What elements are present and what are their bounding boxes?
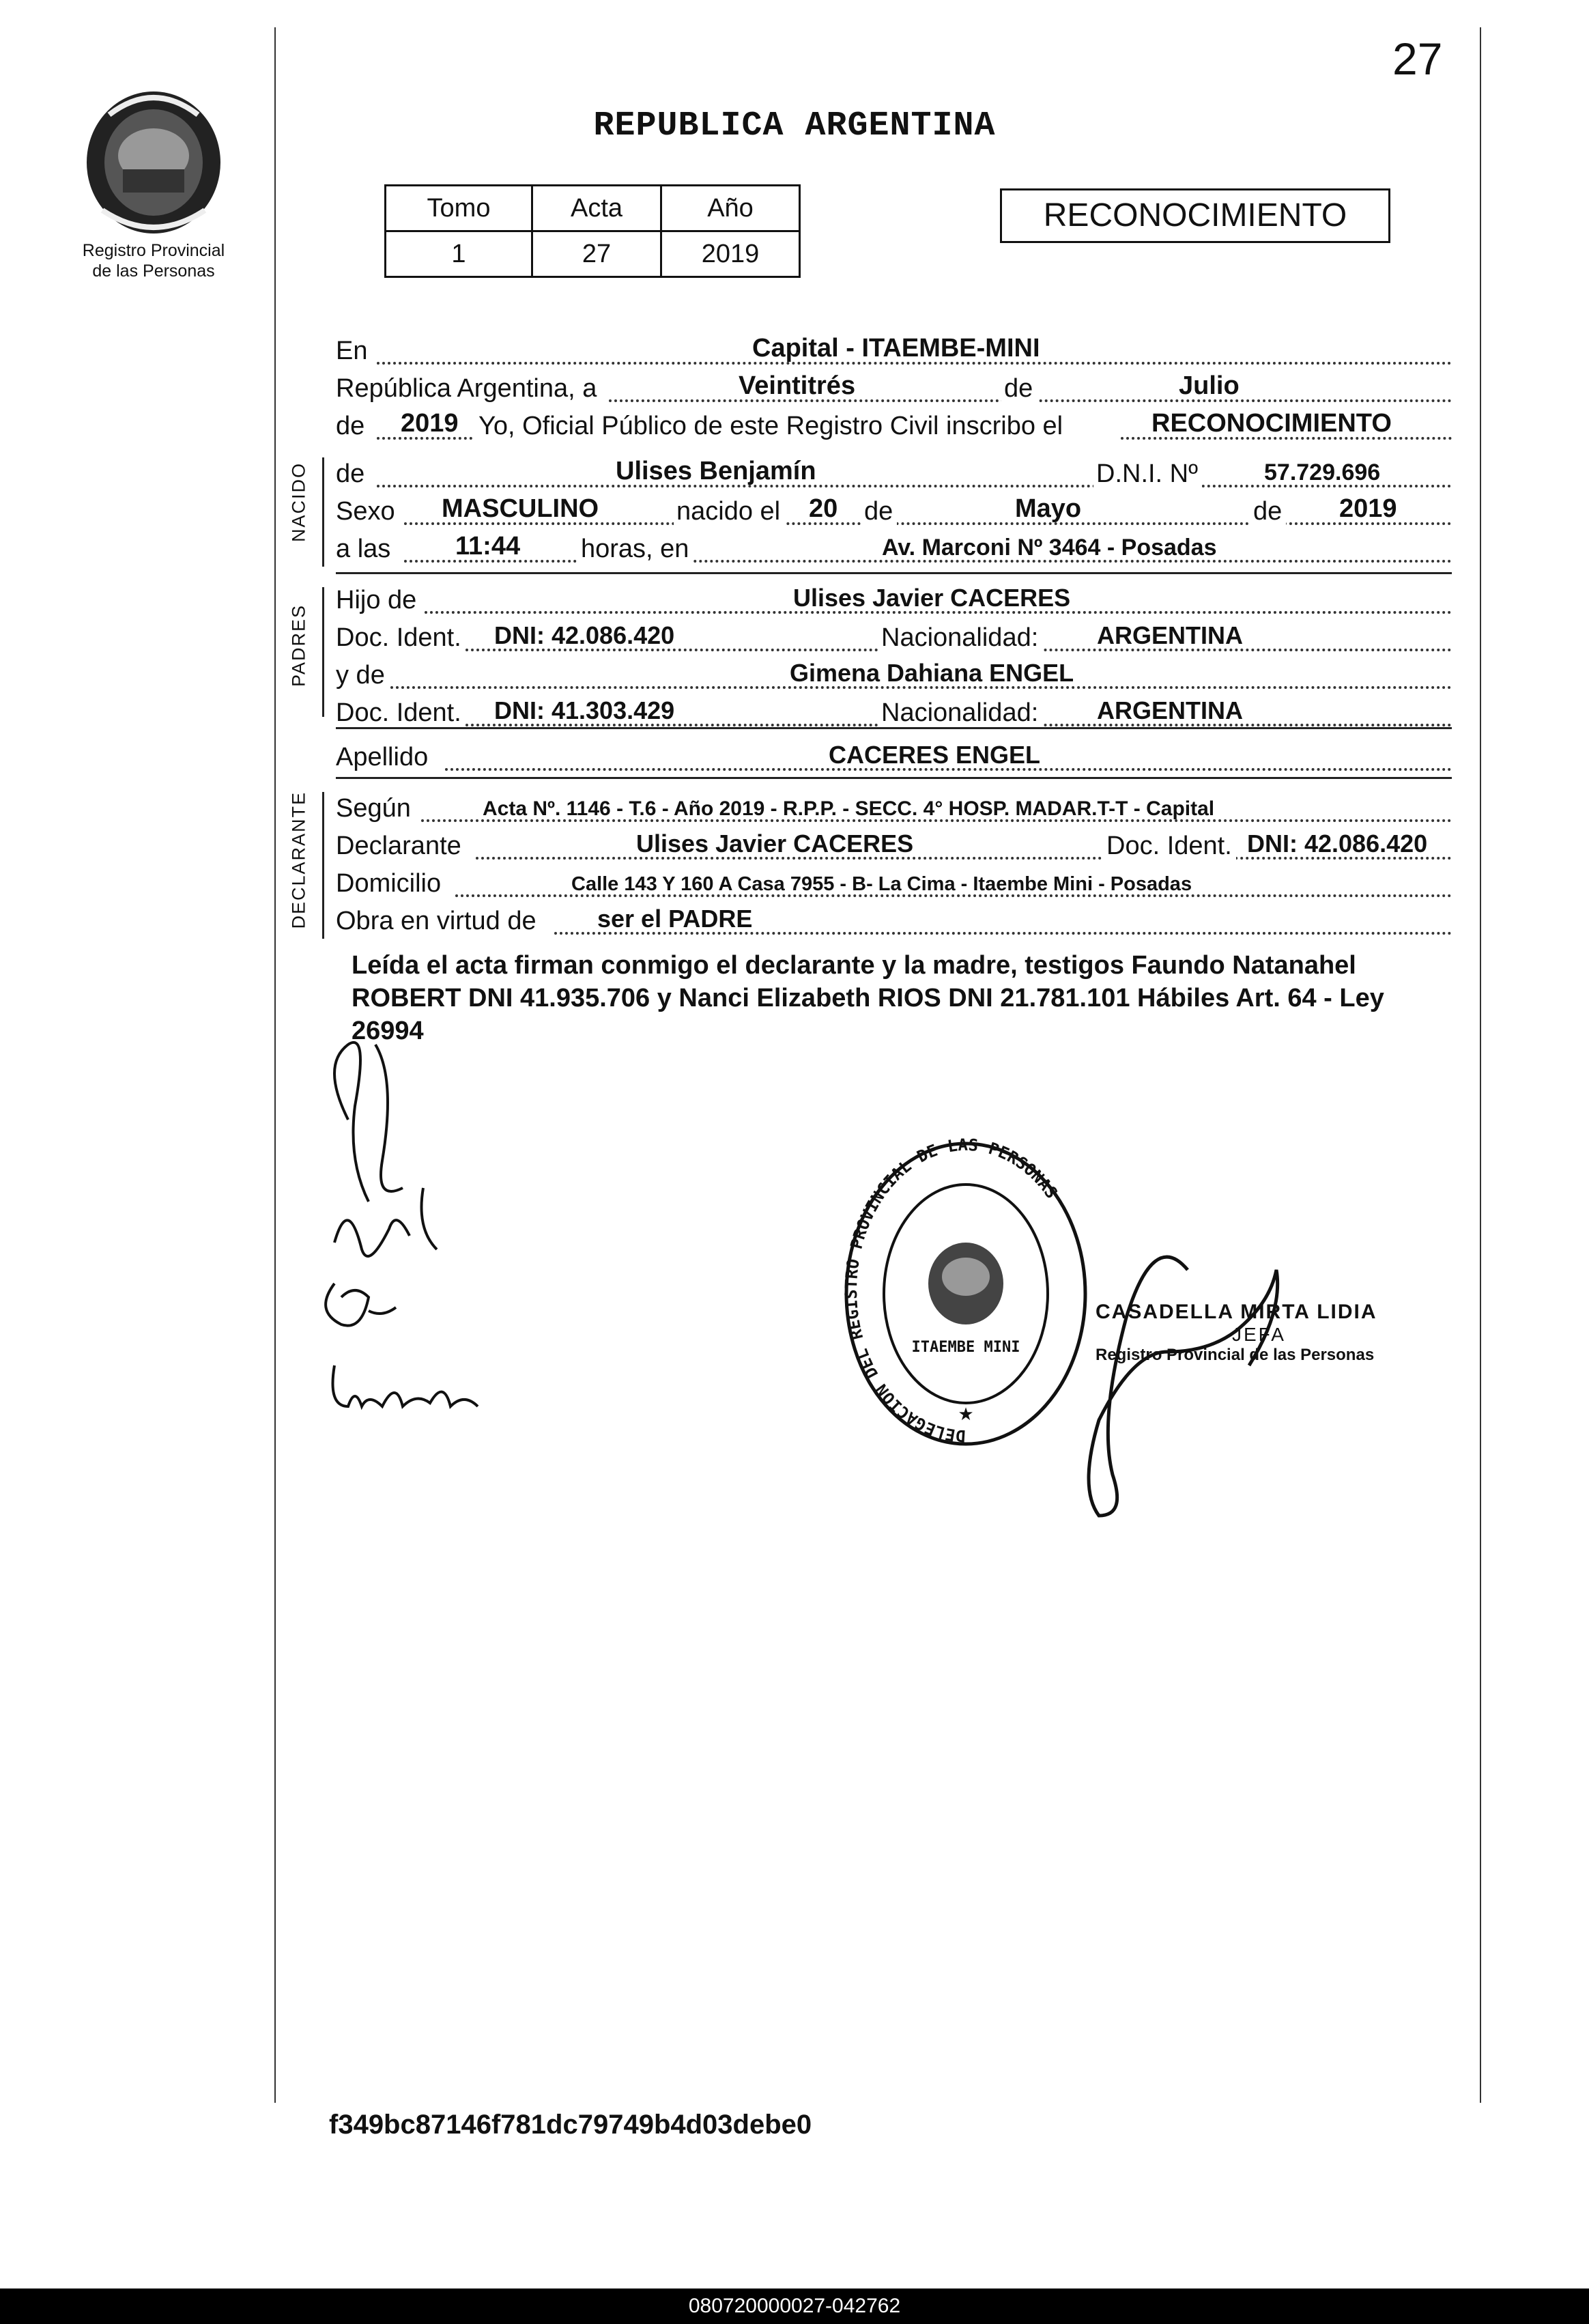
nacido-label: nacido el [674, 497, 784, 526]
stamp-ring-text: DELEGACION DEL REGISTRO PROVINCIAL DE LAS PERSONAS [841, 1135, 1061, 1446]
segun-value: Acta Nº. 1146 - T.6 - Año 2019 - R.P.P. - SECC. 4° HOSP. MADAR.T-T - Capital [483, 797, 1215, 820]
nombre-label: de [336, 459, 369, 489]
delegacion-stamp [836, 1133, 1096, 1454]
row-sexo [336, 495, 1452, 529]
row-fecha [336, 372, 1452, 406]
row-nombre [336, 457, 1452, 492]
doc2-value: DNI: 41.303.429 [494, 696, 675, 724]
header-anio: Año [661, 186, 800, 231]
star-icon: ★ [958, 1404, 974, 1424]
domicilio-value: Calle 143 Y 160 A Casa 7955 - B- La Cima - Itaembe Mini - Posadas [571, 873, 1192, 895]
handwritten-signatures [307, 1024, 594, 1502]
nac2-label: Nacionalidad: [878, 698, 1042, 728]
anio-value: 2019 [401, 409, 459, 438]
value-tomo: 1 [386, 231, 532, 277]
page-number: 27 [1392, 33, 1443, 84]
dni-value: 57.729.696 [1264, 459, 1381, 485]
nac2-value: ARGENTINA [1097, 696, 1243, 724]
row-domicilio [336, 867, 1452, 901]
official-name: CASADELLA MIRTA LIDIA [1096, 1301, 1377, 1323]
row-hora [336, 533, 1452, 567]
hora-value: 11:44 [455, 532, 521, 561]
horas-label: horas, en [578, 535, 693, 564]
madre-value: Gimena Dahiana ENGEL [790, 659, 1074, 687]
yo-label: Yo, Oficial Público de este Registro Civil inscribo el [476, 412, 1067, 441]
dni-label: D.N.I. Nº [1093, 459, 1202, 489]
declarante-label: Declarante [336, 832, 466, 861]
row-doc1 [336, 621, 1452, 655]
value-anio: 2019 [661, 231, 800, 277]
document-title: REPUBLICA ARGENTINA [593, 107, 996, 145]
padre-value: Ulises Javier CACERES [793, 584, 1071, 612]
row-en [336, 335, 1452, 369]
domicilio-label: Domicilio [336, 869, 445, 898]
nac1-value: ARGENTINA [1097, 621, 1243, 649]
logo-caption-line2: de las Personas [92, 261, 215, 281]
row-doc2 [336, 696, 1452, 731]
left-margin-rule [274, 27, 276, 2103]
seal-icon [75, 87, 232, 238]
segun-label: Según [336, 794, 415, 823]
en-value: Capital - ITAEMBE-MINI [752, 334, 1040, 363]
de-label: de [1001, 374, 1037, 403]
logo-caption-line1: Registro Provincial [82, 241, 225, 260]
doc2-label: Doc. Ident. [336, 698, 466, 728]
padres-section-label: PADRES [288, 604, 309, 688]
right-margin-rule [1480, 27, 1481, 2103]
official-title: JEFA [1232, 1324, 1286, 1345]
inscribo-value: RECONOCIMIENTO [1151, 409, 1392, 438]
value-acta: 27 [532, 231, 661, 277]
row-declarante [336, 830, 1452, 864]
record-table [384, 184, 801, 278]
sexo-label: Sexo [336, 497, 399, 526]
official-office: Registro Provincial de las Personas [1096, 1346, 1375, 1364]
alas-label: a las [336, 535, 395, 564]
row-madre [336, 659, 1452, 693]
yde-label: y de [336, 661, 389, 690]
nac-de2-label: de [1250, 497, 1286, 526]
apellido-value: CACERES ENGEL [829, 741, 1041, 769]
closing-statement: Leída el acta firman conmigo el declarante y la madre, testigos Faundo Natanahel ROBERT DNI 41.935.706 y Nanci Elizabeth RIOS DNI 21.781.101 Hábiles Art. 64 - Ley 26994 [352, 951, 1384, 1045]
doc1-label: Doc. Ident. [336, 623, 466, 653]
nac-de-label: de [861, 497, 897, 526]
apellido-label: Apellido [336, 743, 432, 772]
nombre-value: Ulises Benjamín [616, 457, 816, 485]
decl-doc-label: Doc. Ident. [1104, 832, 1236, 861]
nac1-label: Nacionalidad: [878, 623, 1042, 653]
doc1-value: DNI: 42.086.420 [494, 621, 675, 649]
header-acta: Acta [532, 186, 661, 231]
header-tomo: Tomo [386, 186, 532, 231]
logo-caption [55, 240, 253, 281]
document-hash: f349bc87146f781dc79749b4d03debe0 [329, 2110, 812, 2140]
nac-anio: 2019 [1339, 494, 1397, 523]
row-padre [336, 584, 1452, 618]
declarante-value: Ulises Javier CACERES [636, 830, 914, 858]
row-segun [336, 792, 1452, 826]
nacido-section-label: NACIDO [288, 462, 309, 543]
mes-value: Julio [1179, 371, 1240, 400]
republica-label: República Argentina, a [336, 374, 601, 403]
row-obra [336, 905, 1452, 939]
row-apellido [336, 741, 1452, 775]
decl-doc-value: DNI: 42.086.420 [1247, 830, 1428, 858]
obra-label: Obra en virtud de [336, 907, 541, 936]
dia-value: Veintitrés [739, 371, 856, 400]
lugar-value: Av. Marconi Nº 3464 - Posadas [882, 535, 1217, 561]
row-inscribo [336, 410, 1452, 444]
sexo-value: MASCULINO [442, 494, 599, 523]
nac-dia: 20 [809, 494, 838, 523]
declarante-section-label: DECLARANTE [288, 791, 309, 929]
en-label: En [336, 337, 371, 366]
de2-label: de [336, 412, 369, 441]
act-type-box: RECONOCIMIENTO [1000, 188, 1390, 243]
obra-value: ser el PADRE [597, 905, 753, 933]
hijo-label: Hijo de [336, 586, 420, 615]
footer-id-bar: 080720000027-042762 [0, 2288, 1589, 2324]
stamp-inner-text: ITAEMBE MINI [911, 1339, 1020, 1356]
nac-mes: Mayo [1015, 494, 1082, 523]
official-signature [1072, 1215, 1345, 1543]
